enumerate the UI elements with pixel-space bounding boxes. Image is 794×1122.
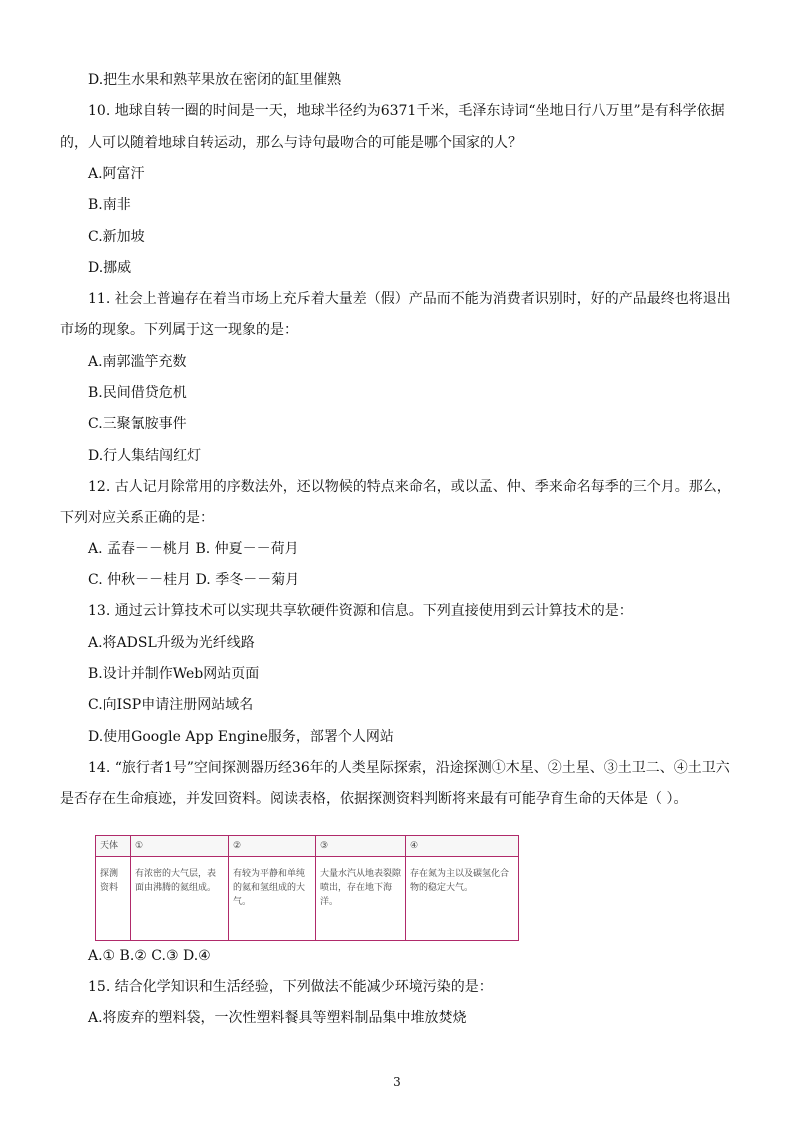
table-header-cell: ② xyxy=(229,836,316,857)
q10-stem-line2: 的，人可以随着地球自转运动，那么与诗句最吻合的可能是哪个国家的人？ xyxy=(60,135,522,151)
table-header-cell: ① xyxy=(131,836,229,857)
q10-option-b: B.南非 xyxy=(88,197,131,213)
table-cell: 有浓密的大气层，表面由沸腾的氦组成。 xyxy=(131,857,229,941)
table-header-cell: ④ xyxy=(406,836,519,857)
table-row-label: 探测资料 xyxy=(96,857,131,941)
q11-option-a: A.南郭滥竽充数 xyxy=(88,354,187,370)
q14-stem-line1: 14. “旅行者1号”空间探测器历经36年的人类星际探索，沿途探测①木星、②土星、③土卫二、④土卫六 xyxy=(88,760,730,776)
q14-options: A.① B.② C.③ D.④ xyxy=(88,948,211,964)
q13-option-a: A.将ADSL升级为光纤线路 xyxy=(88,635,255,651)
table-header-cell: ③ xyxy=(316,836,406,857)
q13-option-b: B.设计并制作Web网站页面 xyxy=(88,666,260,682)
q14-probe-table xyxy=(95,835,519,941)
q14-stem-line2: 是否存在生命痕迹，并发回资料。阅读表格，依据探测资料判断将来最有可能孕育生命的天体是（ ）。 xyxy=(60,791,688,807)
q11-option-b: B.民间借贷危机 xyxy=(88,385,187,401)
q10-option-c: C.新加坡 xyxy=(88,229,145,245)
q9-option-d: D.把生水果和熟苹果放在密闭的缸里催熟 xyxy=(88,72,342,88)
q11-option-d: D.行人集结闯红灯 xyxy=(88,448,202,464)
q14-probe-table-image xyxy=(95,835,518,945)
q12-options-row1: A. 孟春－－桃月 B. 仲夏－－荷月 xyxy=(88,541,299,557)
q10-stem-line1: 10. 地球自转一圈的时间是一天，地球半径约为6371千米，毛泽东诗词“坐地日行八万里”是有科学依据 xyxy=(88,103,725,119)
q12-stem-line2: 下列对应关系正确的是： xyxy=(60,510,214,526)
table-cell: 有较为平静和单纯的氦和氢组成的大气。 xyxy=(229,857,316,941)
table-row xyxy=(96,857,519,941)
q11-stem-line2: 市场的现象。下列属于这一现象的是： xyxy=(60,322,298,338)
q13-stem: 13. 通过云计算技术可以实现共享软硬件资源和信息。下列直接使用到云计算技术的是： xyxy=(88,603,633,619)
q11-stem-line1: 11. 社会上普遍存在着当市场上充斥着大量差（假）产品而不能为消费者识别时，好的产品最终也将退出 xyxy=(88,291,731,307)
q10-option-a: A.阿富汗 xyxy=(88,166,145,182)
page-number: 3 xyxy=(393,1075,401,1089)
q10-option-d: D.挪威 xyxy=(88,260,132,276)
q12-stem-line1: 12. 古人记月除常用的序数法外，还以物候的特点来命名，或以孟、仲、季来命名每季的三个月。那么， xyxy=(88,479,731,495)
table-header-cell: 天体 xyxy=(96,836,131,857)
q13-option-c: C.向ISP申请注册网站域名 xyxy=(88,697,254,713)
q13-option-d: D.使用Google App Engine服务，部署个人网站 xyxy=(88,729,394,745)
table-cell: 存在氮为主以及碳氢化合物的稳定大气。 xyxy=(406,857,519,941)
q15-stem: 15. 结合化学知识和生活经验，下列做法不能减少环境污染的是： xyxy=(88,979,493,995)
q12-options-row2: C. 仲秋－－桂月 D. 季冬－－菊月 xyxy=(88,572,300,588)
q11-option-c: C.三聚氰胺事件 xyxy=(88,416,187,432)
q15-option-a: A.将废弃的塑料袋，一次性塑料餐具等塑料制品集中堆放焚烧 xyxy=(88,1010,467,1026)
table-cell: 大量水汽从地表裂隙喷出，存在地下海洋。 xyxy=(316,857,406,941)
table-header-row xyxy=(96,836,519,857)
